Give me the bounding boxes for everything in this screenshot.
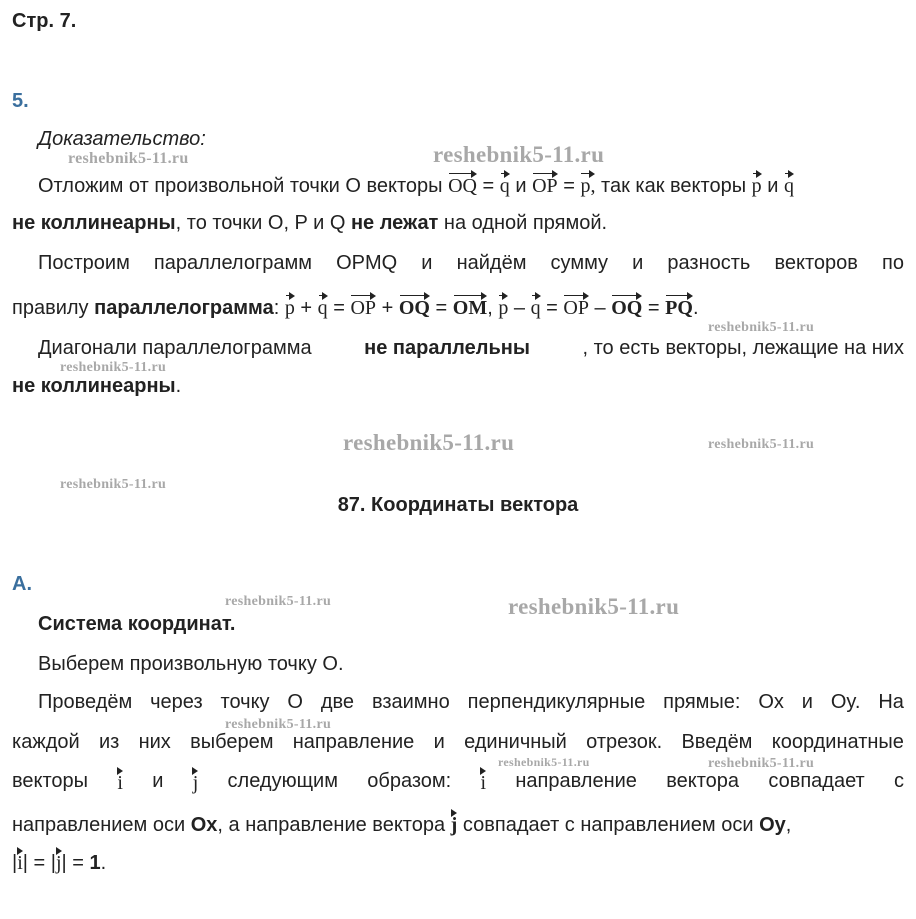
word: координатные — [771, 731, 904, 753]
text: , то точки O, P и Q — [175, 212, 346, 234]
word: и — [433, 731, 445, 753]
word: перпендикулярные — [467, 691, 646, 713]
text: = — [563, 175, 575, 197]
emph-text: не параллельны — [364, 337, 530, 359]
vector-j: j — [56, 849, 62, 875]
text: = — [482, 175, 495, 197]
word: Oy. — [830, 691, 861, 713]
word: Проведём — [38, 691, 133, 713]
watermark: reshebnik5-11.ru — [225, 717, 332, 732]
word: две — [320, 691, 355, 713]
text: : — [273, 297, 280, 319]
vector-q: q — [531, 294, 541, 320]
text-line-2 — [12, 211, 607, 235]
vector-q: q — [784, 172, 794, 198]
emph-text: 1 — [89, 852, 101, 874]
vector-p: p — [498, 294, 508, 320]
text-line-a4 — [12, 811, 791, 837]
section-title: 87. Координаты вектора — [337, 494, 579, 516]
text: так как — [601, 175, 665, 197]
watermark: reshebnik5-11.ru — [708, 756, 815, 771]
vector-pq: PQ — [665, 294, 693, 320]
op: = — [333, 297, 345, 319]
paragraph: Выберем произвольную точку O. — [38, 653, 344, 675]
word: O — [287, 691, 303, 713]
text: , а направление вектора — [217, 814, 446, 836]
word: них — [138, 731, 171, 753]
word: разность — [667, 252, 751, 274]
vector-oq: OQ — [399, 294, 430, 320]
emph-text: не лежат — [350, 212, 439, 234]
vector-j: j — [193, 769, 199, 795]
word: На — [878, 691, 904, 713]
word: выберем — [190, 731, 274, 753]
vector-op: OP — [532, 172, 558, 198]
watermark: reshebnik5-11.ru — [343, 430, 515, 455]
watermark: reshebnik5-11.ru — [708, 437, 815, 452]
watermark: reshebnik5-11.ru — [60, 477, 167, 492]
op: – — [513, 297, 526, 319]
text-line-5 — [38, 336, 904, 360]
word: совпадает — [768, 770, 865, 792]
watermark: reshebnik5-11.ru — [225, 594, 332, 609]
word: Построим — [38, 252, 130, 274]
word: по — [881, 252, 904, 274]
text: Диагонали параллелограмма — [38, 337, 312, 359]
vector-i: i — [17, 849, 23, 875]
watermark: reshebnik5-11.ru — [508, 594, 680, 619]
vector-oq: OQ — [611, 294, 642, 320]
word: следующим — [227, 770, 338, 792]
text-line-3 — [38, 251, 904, 275]
op: . — [692, 297, 699, 319]
text-line-1 — [38, 172, 794, 198]
emph-text: Oy — [759, 814, 786, 836]
op: – — [594, 297, 606, 319]
word: точку — [220, 691, 270, 713]
text: Отложим от произвольной точки O векторы — [38, 175, 443, 197]
text: векторы — [670, 175, 747, 197]
word: единичный — [464, 731, 567, 753]
watermark: reshebnik5-11.ru — [433, 142, 605, 167]
proof-heading: Доказательство: — [38, 128, 206, 150]
word: отрезок. — [586, 731, 663, 753]
op: , — [487, 297, 493, 319]
text: | — [12, 852, 18, 874]
text: правилу — [12, 297, 89, 319]
vector-q: q — [318, 294, 328, 320]
vector-op: OP — [350, 294, 376, 320]
part-label: А. — [12, 573, 32, 595]
page-label: Стр. 7. — [12, 10, 77, 32]
vector-j: j — [451, 811, 458, 837]
word: направление — [515, 770, 637, 792]
vector-om: OM — [453, 294, 487, 320]
text: и — [767, 175, 779, 197]
emph-text: не коллинеарны — [12, 375, 176, 397]
watermark: reshebnik5-11.ru — [60, 360, 167, 375]
word: каждой — [12, 731, 80, 753]
word: сумму — [550, 252, 609, 274]
word: образом: — [367, 770, 452, 792]
text-line-a5 — [12, 849, 106, 875]
vector-op: OP — [563, 294, 589, 320]
vector-q: q — [500, 172, 510, 198]
op: + — [381, 297, 394, 319]
word: вектора — [666, 770, 740, 792]
emph-text: Ox — [190, 814, 218, 836]
emph-text: параллелограмма — [94, 297, 274, 319]
text: . — [175, 375, 182, 397]
text: и — [515, 175, 527, 197]
word: направление — [292, 731, 415, 753]
vector-p: p, — [580, 172, 595, 198]
word: векторы — [12, 770, 89, 792]
op: = — [647, 297, 660, 319]
op: = — [435, 297, 448, 319]
vector-i: i — [117, 769, 123, 795]
text: | = | — [22, 852, 56, 874]
text: на одной прямой. — [443, 212, 608, 234]
text: . — [100, 852, 107, 874]
text: , — [785, 814, 792, 836]
word: Ox — [758, 691, 784, 713]
text: , то есть векторы, лежащие на них — [582, 337, 904, 359]
word: параллелограмм — [153, 252, 312, 274]
text-line-a1 — [38, 690, 904, 714]
watermark: reshebnik5-11.ru — [708, 320, 815, 335]
word: найдём — [456, 252, 527, 274]
text-line-6 — [12, 374, 181, 398]
word: с — [893, 770, 904, 792]
word: прямые: — [663, 691, 741, 713]
word: Введём — [681, 731, 753, 753]
word: и — [152, 770, 164, 792]
task-number: 5. — [12, 90, 29, 112]
text: | = — [61, 852, 84, 874]
vector-i: i — [481, 769, 487, 795]
part-heading: Система координат. — [38, 613, 236, 635]
word: и — [632, 252, 644, 274]
word: OPMQ — [336, 252, 398, 274]
vector-p: p — [285, 294, 295, 320]
op: = — [546, 297, 558, 319]
word: из — [98, 731, 120, 753]
emph-text: не коллинеарны — [12, 212, 176, 234]
watermark: reshebnik5-11.ru — [498, 755, 590, 769]
text-line-a3 — [12, 769, 904, 795]
text: совпадает с направлением оси — [462, 814, 754, 836]
text-line-a2 — [12, 730, 904, 754]
text: направлением оси — [12, 814, 186, 836]
word: и — [421, 252, 433, 274]
op: + — [300, 297, 313, 319]
vector-p: p — [752, 172, 762, 198]
watermark: reshebnik5-11.ru — [68, 150, 189, 167]
word: через — [150, 691, 203, 713]
vector-oq: OQ — [448, 172, 477, 198]
word: векторов — [774, 252, 858, 274]
text-line-4 — [12, 294, 699, 320]
word: взаимно — [371, 691, 450, 713]
word: и — [801, 691, 813, 713]
